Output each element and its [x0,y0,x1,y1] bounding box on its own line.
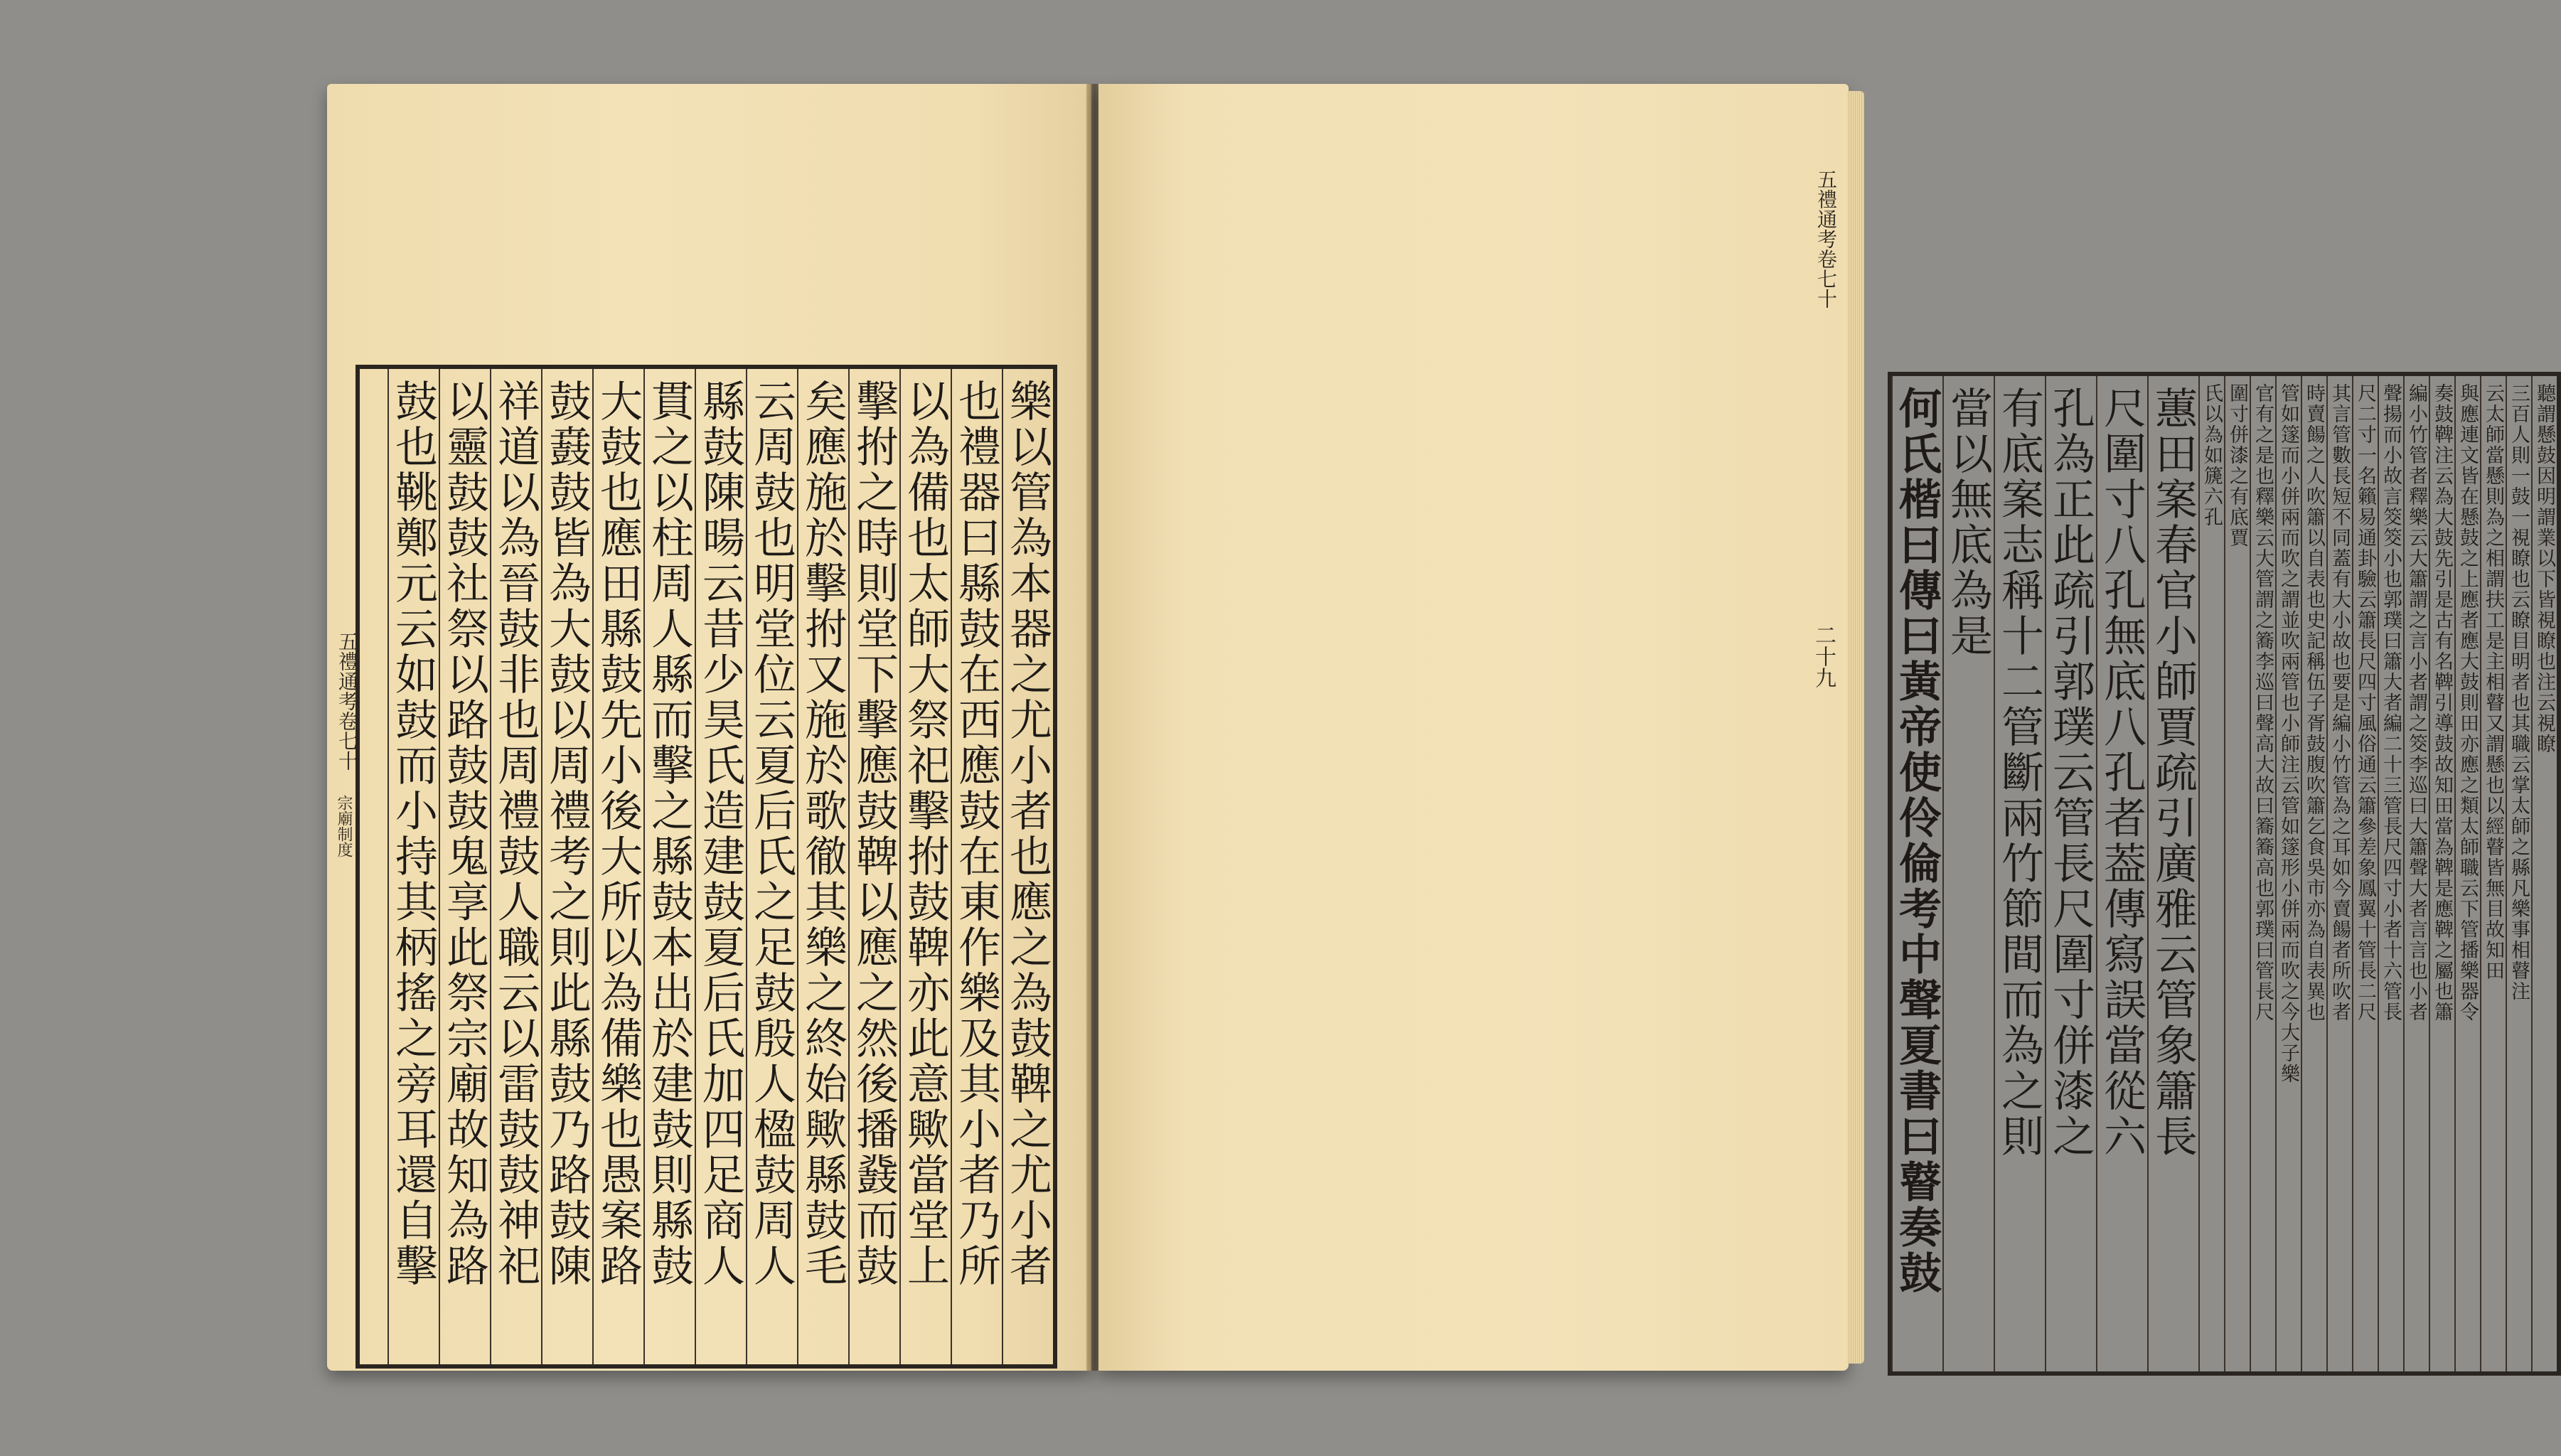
commentary-column: 其言管數長短不同蓋有大小故也要是編小竹管為之耳如今賣餳者所吹者 [2326,376,2352,1371]
left-spine-title: 五禮通考卷七十 [336,631,359,771]
text-column: 樂以管為本器之尤小者也應之為鼓鞞之尤小者 [1002,369,1053,1364]
commentary-column: 聲揚而小故言筊筊小也郭璞曰簫大者編二十三管長尺四寸小者十六管長 [2378,376,2403,1371]
text-column: 矣應施於擊拊又施於歌徹其樂之終始歟縣鼓毛 [797,369,848,1364]
text-column: 擊拊之時則堂下擊應鼓鞞以應之然後播鼗而鼓 [848,369,899,1364]
text-column: 縣鼓陳暘云昔少昊氏造建鼓夏后氏加四足商人 [695,369,746,1364]
commentary-column: 氏以為如篪六孔 [2198,376,2224,1371]
left-spine-section: 宗廟制度 [335,795,353,857]
commentary-column: 與應連文皆在懸鼓之上應者應大鼓則田亦應之類太師職云下管播樂器令 [2454,376,2480,1371]
commentary-column: 管如篴而小併兩而吹之謂並吹兩管也小師注云管如篴形小併兩而吹之今大子樂 [2275,376,2301,1371]
right-text-frame [1888,372,2561,1376]
commentary-column: 官有之是也釋樂云大管謂之簥李巡曰聲高大故曰簥簥高也郭璞曰管長尺 [2250,376,2275,1371]
text-column: 貫之以柱周人縣而擊之縣鼓本出於建鼓則縣鼓 [643,369,695,1364]
text-column: 以為備也太師大祭祀擊拊鼓鞞亦此意歟當堂上 [899,369,951,1364]
text-column: 蕙田案春官小師賈疏引廣雅云管象簫長 [2147,376,2198,1371]
text-column: 當以無底為是 [1942,376,1994,1371]
text-column: 有底案志稱十二管斷兩竹節間而為之則 [1994,376,2045,1371]
text-column: 云周鼓也明堂位云夏后氏之足鼓殷人楹鼓周人 [746,369,797,1364]
commentary-column: 圍寸併漆之有底賈 [2224,376,2250,1371]
text-column: 以靈鼓鼓社祭以路鼓鼓鬼享此祭宗廟故知為路 [439,369,490,1364]
text-column: 何氏楷曰傳曰黃帝使伶倫考中聲夏書曰瞽奏鼓 [1891,376,1942,1371]
commentary-column: 云太師當懸則為之相謂扶工是主相瞽又謂懸也以經瞽皆無目故知田 [2480,376,2506,1371]
commentary-column: 時賣餳之人吹簫以自表也史記稱伍子胥鼓腹吹簫乞食吳市亦為自表異也 [2301,376,2326,1371]
text-column: 尺圍寸八孔無底八孔者葢傳寫誤當從六 [2096,376,2147,1371]
text-column: 鼓也鞉鄭元云如鼓而小持其柄搖之旁耳還自擊 [387,369,439,1364]
open-book [327,84,2555,1378]
commentary-column: 奏鼓鞞注云為大鼓先引是古有名鞞引導鼓故知田當為鞞是應鞞之屬也簫 [2429,376,2454,1371]
commentary-column: 尺二寸一名籟易通卦驗云簫長尺四寸風俗通云簫參差象鳳翼十管長二尺 [2352,376,2378,1371]
text-column: 也禮器曰縣鼓在西應鼓在東作樂及其小者乃所 [951,369,1002,1364]
left-page [327,84,1091,1371]
text-column: 大鼓也應田縣鼓先小後大所以為備樂也愚案路 [592,369,643,1364]
right-page [1098,84,2555,1371]
page-number: 二十九 [1811,624,1836,688]
text-column: 孔為正此疏引郭璞云管長尺圍寸併漆之 [2045,376,2096,1371]
commentary-column: 編小竹管者釋樂云大簫謂之言小者謂之筊李巡曰大簫聲大者言言也小者 [2403,376,2429,1371]
text-column: 鼓鼖鼓皆為大鼓以周禮考之則此縣鼓乃路鼓陳 [541,369,592,1364]
left-text-frame [355,365,1057,1369]
page-edges [1847,91,1864,1364]
text-column: 祥道以為晉鼓非也周禮鼓人職云以雷鼓鼓神祀 [490,369,541,1364]
right-spine-title: 五禮通考卷七十 [1814,169,1838,309]
commentary-column: 三百人則一鼓一視瞭也云瞭目明者也其職云掌太師之縣凡樂事相瞽注 [2506,376,2531,1371]
commentary-column: 聽謂懸鼓因明謂業以下皆視瞭也注云視瞭 [2531,376,2557,1371]
